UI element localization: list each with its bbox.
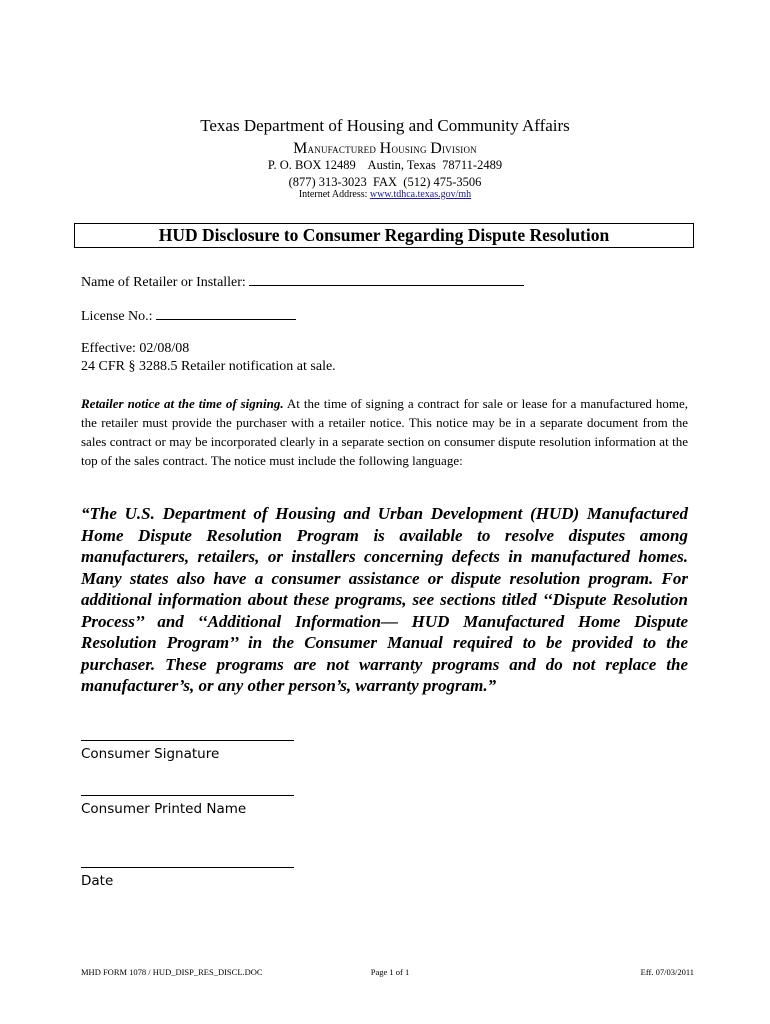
form-title: HUD Disclosure to Consumer Regarding Dispute Resolution (74, 223, 694, 248)
retailer-input-line[interactable] (249, 272, 524, 286)
division-letter-3: D (430, 140, 442, 157)
footer-effective-date: Eff. 07/03/2011 (640, 967, 694, 977)
effective-date: Effective: 02/08/08 (81, 341, 190, 356)
consumer-signature-label: Consumer Signature (81, 746, 220, 762)
retailer-label: Name of Retailer or Installer: (81, 275, 246, 290)
signature-line[interactable] (81, 740, 294, 741)
retailer-notice-paragraph (81, 394, 688, 470)
notice-body: At the time of signing a contract for sale or lease for a manufactured home, the retailer must provide the purchaser with a retailer notice. This notice may be in a separate document from the sales contract or may be incorporated clearly in a separate section on consumer dispute resolution information at the top of the sales contract. The notice must include the following language: (81, 396, 689, 468)
division-name (0, 140, 770, 158)
hud-required-language: “The U.S. Department of Housing and Urban Development (HUD) Manufactured Home Dispute Resolution Program is available to resolve disputes among manufacturers, retailers, or installers concerning defects in manufactured homes. Many states also have a consumer assistance or dispute resolution program. For additional information about these programs, see sections titled ‘‘Dispute Resolution Process’’ and ‘‘Additional Information— HUD Manufactured Home Dispute Resolution Program’’ in the Consumer Manual required to be provided to the purchaser. These programs are not warranty programs and do not replace the manufacturer’s, or any other person’s, warranty program.” (81, 504, 688, 695)
phone-fax: (877) 313-3023 FAX (512) 475-3506 (288, 175, 482, 189)
internet-address (0, 189, 770, 200)
division-word-2: ousing (391, 141, 427, 156)
division-word-1: anufactured (307, 141, 377, 156)
cfr-reference: 24 CFR § 3288.5 Retailer notification at sale. (81, 359, 336, 374)
license-input-line[interactable] (156, 306, 296, 320)
division-word-3: ivision (441, 141, 477, 156)
date-label: Date (81, 873, 114, 889)
internet-label: Internet Address: (298, 189, 368, 200)
footer-page-number: Page 1 of 1 (370, 967, 410, 977)
division-letter-1: M (293, 140, 308, 157)
notice-lead: Retailer notice at the time of signing. (81, 396, 284, 411)
division-letter-2: H (379, 140, 392, 157)
agency-name: Texas Department of Housing and Community Affairs (200, 116, 570, 135)
retailer-field (81, 272, 524, 291)
license-label: License No.: (81, 309, 153, 324)
date-line[interactable] (81, 867, 294, 868)
license-field (81, 306, 296, 325)
website-link[interactable]: www.tdhca.texas.gov/mh (369, 189, 472, 200)
mailing-address: P. O. BOX 12489 Austin, Texas 78711-2489 (267, 158, 503, 172)
footer-form-id: MHD FORM 1078 / HUD_DISP_RES_DISCL.DOC (81, 967, 263, 977)
consumer-printed-name-label: Consumer Printed Name (81, 801, 247, 817)
printed-name-line[interactable] (81, 795, 294, 796)
